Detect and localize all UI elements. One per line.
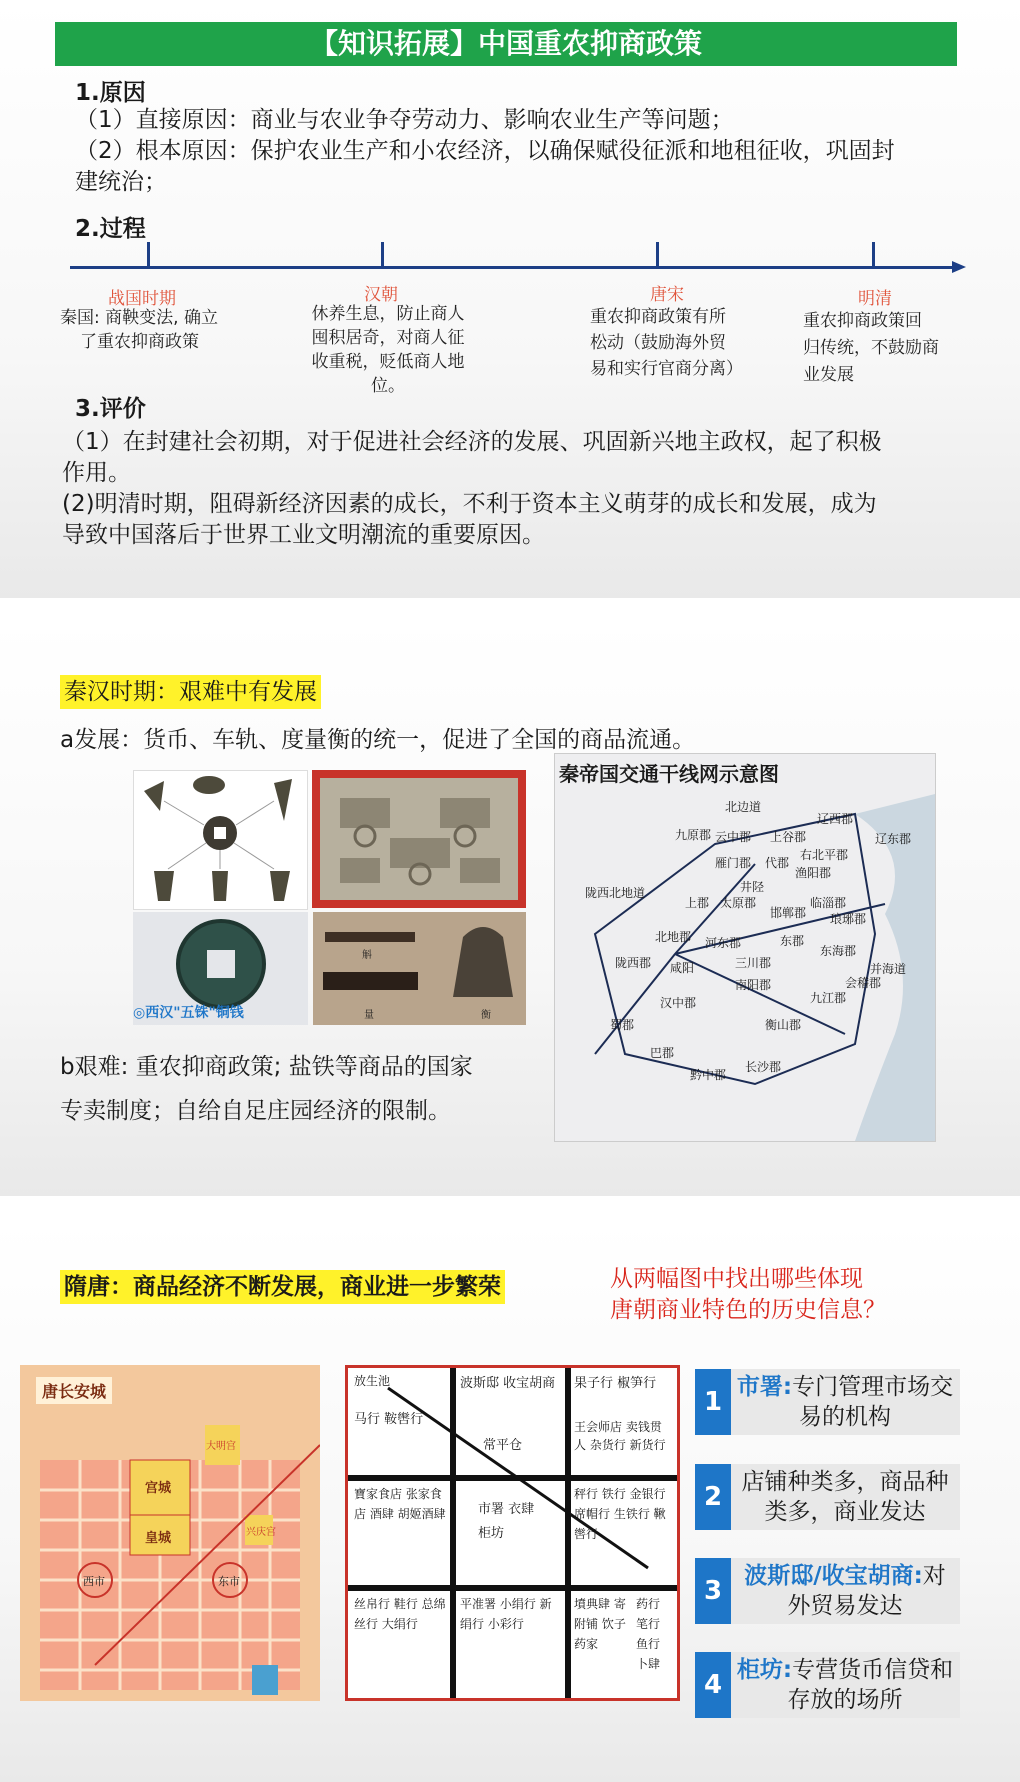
timeline-tick [381,242,384,268]
measures-image: 斛 量 衡 [313,912,526,1025]
qin-traffic-map: 秦帝国交通干线网示意图 北边道 辽西郡 辽东郡 九原郡 云中郡 上谷郡 右北平郡 雁门郡 代郡 渔阳郡 陇西北地道 上郡 太原郡 井陉 邯郸郡 临淄郡 北地郡 河东郡 琅琊郡 三川郡 东郡 东海郡 陇西郡 咸阳 南阳郡 会稽郡 汉中郡 九江郡 并海道 巴郡 衡山郡 蜀郡 黔中郡 长沙郡 [554,753,936,1142]
era-text: 重农抑商政策有所 松动（鼓励海外贸 易和实行官商分离） [590,307,743,379]
qinhan-development: a发展：货币、车轨、度量衡的统一，促进了全国的商品流通。 [60,727,696,753]
timeline-axis [70,266,955,269]
qinhan-panel [0,622,1020,1196]
cause-root-line1: （2）根本原因：保护农业生产和小农经济，以确保赋役征派和地租征收，巩固封 [75,138,895,164]
era-text: 秦国: 商鞅变法, 确立 了重农抑商政策 [60,308,218,352]
evaluation-2-line2: 导致中国落后于世界工业文明潮流的重要原因。 [62,522,545,548]
evaluation-2-line1: (2)明清时期，阻碍新经济因素的成长，不利于资本主义萌芽的成长和发展，成为 [62,491,877,517]
timeline-arrow-icon [952,261,966,273]
wuzhu-coin-image [133,912,308,1025]
qinhan-difficulty-line1: b艰难: 重农抑商政策; 盐铁等商品的国家 [60,1054,473,1080]
map-title: 秦帝国交通干线网示意图 [559,762,779,786]
era-text: 重农抑商政策回 归传统，不鼓励商 业发展 [803,311,939,385]
process-title: 2.过程 [75,216,146,242]
coin-caption: ◎西汉"五铢"铜钱 [133,1005,244,1021]
east-market-diagram: 放生池 波斯邸 收宝胡商 果子行 椒笋行 马行 鞍辔行 常平仓 王会师店 卖钱贯人 杂货行 新货行 寶家食店 张家食店 酒肆 胡姬酒肆 市署 衣肆 柜坊 秤行 铁行 金银行 席帽行 生铁行 鞦辔行 丝帛行 鞋行 总绵丝行 大绢行 平准署 小绢行 新绢行 小彩行 墳典肆 寄附铺 饮子药家 药行 笔行 鱼行 卜肆 [345,1365,680,1701]
insight-card-3: 3 波斯邸/收宝胡商:对外贸易发达 [695,1558,960,1624]
suitang-highlight: 隋唐：商品经济不断发展，商业进一步繁荣 [60,1270,505,1304]
suitang-panel [0,1222,1020,1782]
era-label-mingqing: 明清 [858,289,892,309]
evaluation-title: 3.评价 [75,396,146,422]
changan-map: 唐长安城 西市 东市 宫城 皇城 大明宫 兴庆宫 [20,1365,320,1701]
question-text: 从两幅图中找出哪些体现 唐朝商业特色的历史信息？ [610,1266,886,1323]
insight-card-2: 2 店铺种类多，商品种类多，商业发达 [695,1464,960,1530]
evaluation-1-line2: 作用。 [62,460,131,486]
qinhan-highlight: 秦汉时期：艰难中有发展 [60,675,321,709]
era-label-han: 汉朝 [364,285,398,305]
coin-types-image [133,770,308,910]
evaluation-1-line1: （1）在封建社会初期，对于促进社会经济的发展、巩固新兴地主政权，起了积极 [62,429,882,455]
timeline-tick [147,242,150,268]
section-header: 【知识拓展】中国重农抑商政策 [55,22,957,66]
era-text: 休养生息，防止商人 囤积居奇，对商人征 收重税，贬低商人地 位。 [311,304,465,396]
era-label-zhanguo: 战国时期 [108,289,176,309]
era-label-tangsong: 唐宋 [650,285,684,305]
chariot-relief-image [312,770,526,908]
timeline-tick [872,242,875,268]
qinhan-difficulty-line2: 专卖制度；自给自足庄园经济的限制。 [60,1098,451,1124]
cause-title: 1.原因 [75,80,146,106]
insight-card-4: 4 柜坊:专营货币信贷和存放的场所 [695,1652,960,1718]
cause-root-line2: 建统治； [75,169,167,195]
insight-card-1: 1 市署:专门管理市场交易的机构 [695,1369,960,1435]
changan-map-title: 唐长安城 [36,1377,112,1404]
cause-direct: （1）直接原因：商业与农业争夺劳动力、影响农业生产等问题； [75,107,734,133]
timeline-tick [656,242,659,268]
policy-panel [0,0,1020,598]
